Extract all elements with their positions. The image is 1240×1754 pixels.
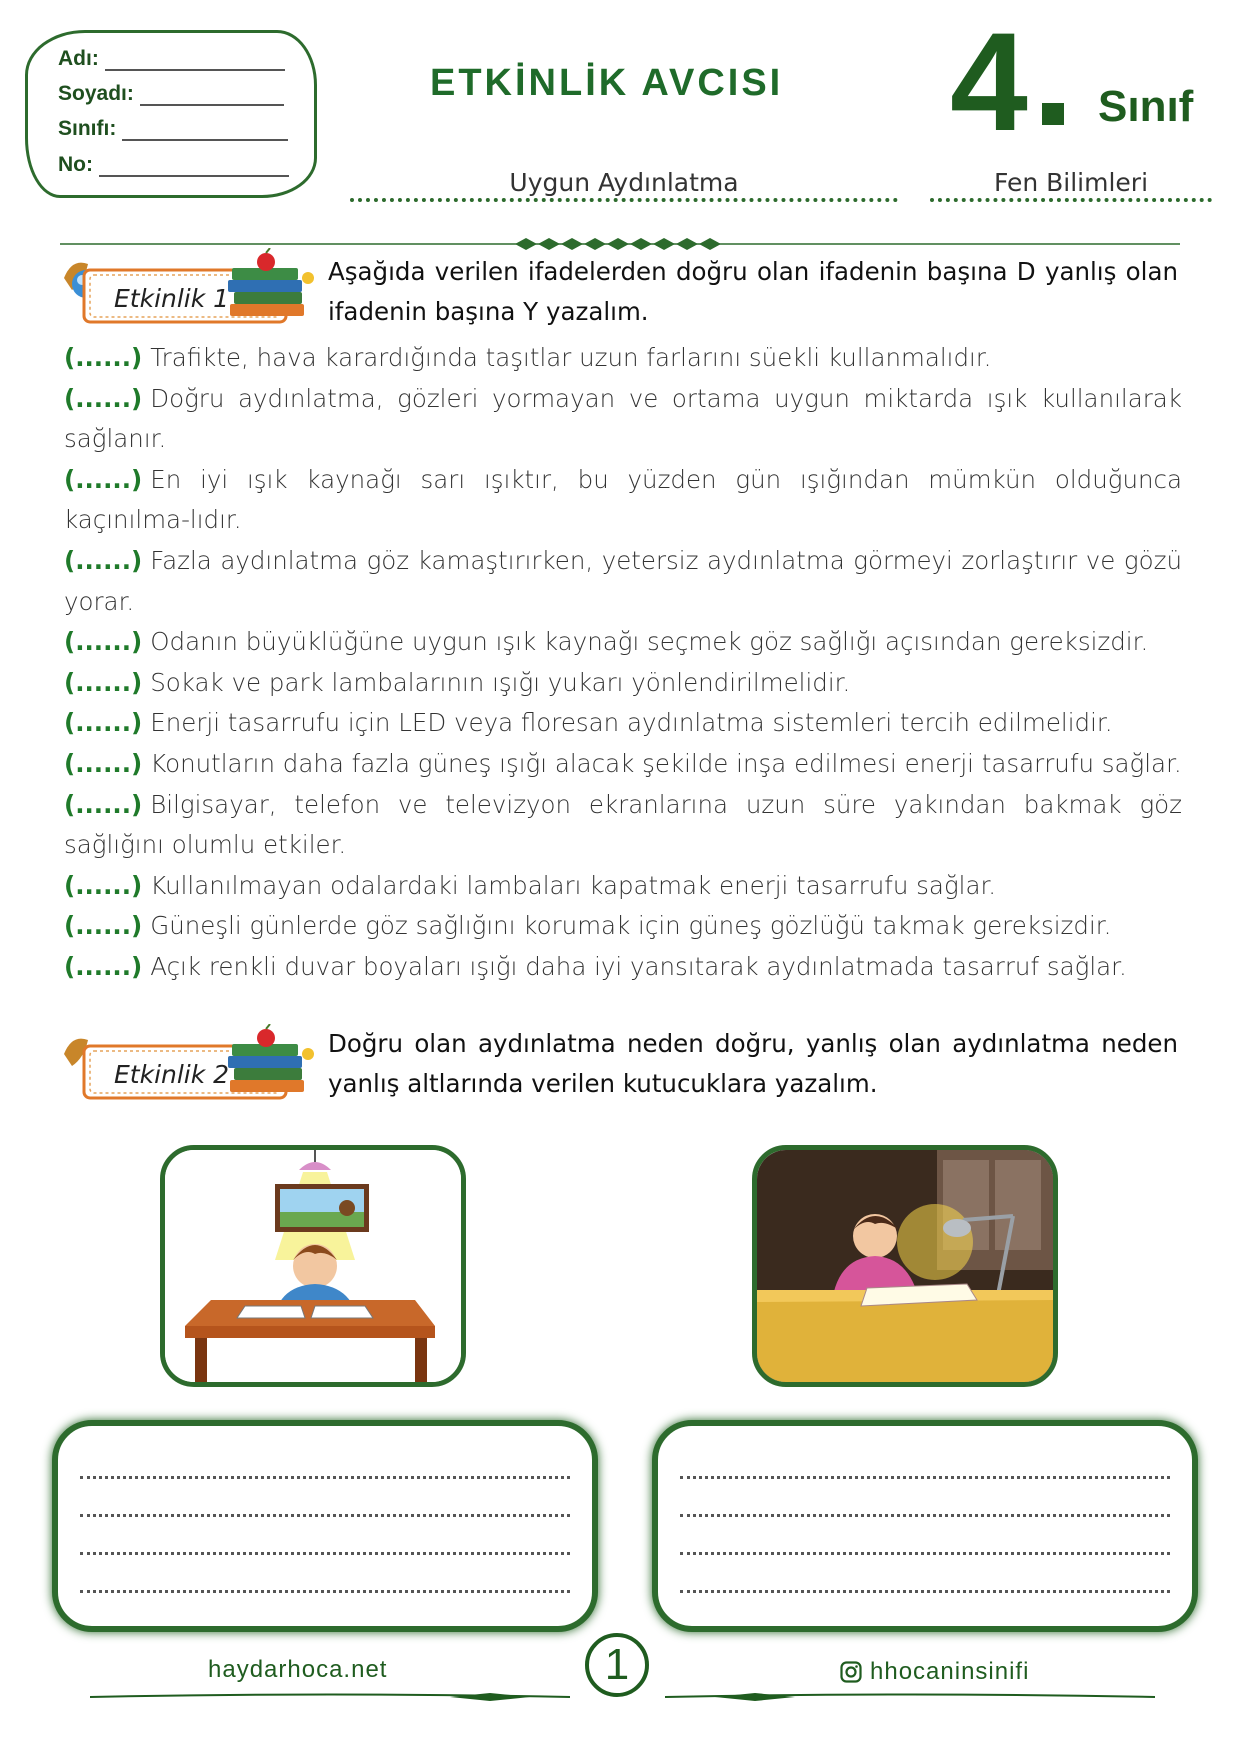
name-field[interactable] — [58, 47, 285, 71]
activity1-instruction: Aşağıda verilen ifadelerden doğru olan ifadenin başına D yanlış olan ifadenin başına Y yazalım. — [328, 257, 1178, 326]
statement-text: Konutların daha fazla güneş ışığı alacak şekilde inşa edilmesi enerji tasarrufu sağlar. — [150, 748, 1182, 778]
answer-blank[interactable]: (......) — [64, 748, 143, 778]
answer-blank[interactable]: (......) — [64, 464, 143, 494]
surname-label: Soyadı: — [58, 82, 134, 105]
answer-blank[interactable]: (......) — [64, 951, 143, 981]
statement-text: Trafikte, hava karardığında taşıtlar uzun farlarını süekli kullanmalıdır. — [150, 343, 992, 372]
girl-studying-desk-lamp-illustration — [757, 1150, 1053, 1382]
answer-blank[interactable]: (......) — [64, 667, 143, 697]
answer-blank[interactable]: (......) — [64, 627, 143, 657]
statement-text: Kullanılmayan odalardaki lambaları kapatmak enerji tasarrufu sağlar. — [150, 870, 997, 900]
answer-blank[interactable]: (......) — [64, 383, 143, 413]
page-title: ETKİNLİK AVCISI — [430, 62, 784, 104]
statement-item[interactable] — [64, 947, 1182, 988]
subject-title: Fen Bilimleri — [930, 168, 1212, 202]
answer-line — [80, 1552, 570, 1555]
grade-dot — [1042, 103, 1064, 125]
activity1-badge — [62, 248, 324, 344]
website-link[interactable]: haydarhoca.net — [208, 1656, 388, 1683]
instagram-icon — [840, 1661, 862, 1683]
wrong-lighting-picture — [752, 1145, 1058, 1387]
footer-line-right — [665, 1690, 1155, 1704]
name-label: Adı: — [58, 47, 99, 70]
grade-label: Sınıf — [1098, 82, 1194, 131]
statement-item[interactable] — [64, 906, 1182, 947]
answer-line — [80, 1476, 570, 1479]
instagram-handle[interactable] — [840, 1658, 1029, 1686]
statement-item[interactable] — [64, 622, 1182, 663]
statement-item[interactable] — [64, 785, 1182, 866]
answer-line — [680, 1590, 1170, 1593]
statement-text: Güneşli günlerde göz sağlığını korumak için güneş gözlüğü takmak gereksizdir. — [150, 911, 1112, 941]
page-number: 1 — [585, 1633, 649, 1697]
statement-text: En iyi ışık kaynağı sarı ışıktır, bu yüzden gün ışığından mümkün olduğunca kaçınılma-lıdır. — [64, 464, 1182, 535]
statement-item[interactable] — [64, 703, 1182, 744]
statement-item[interactable] — [64, 460, 1182, 541]
statement-text: Fazla aydınlatma göz kamaştırırken, yetersiz aydınlatma görmeyi zorlaştırır ve gözü yorar. — [64, 545, 1182, 616]
answer-line — [80, 1590, 570, 1593]
answer-line — [680, 1476, 1170, 1479]
activity1-badge-label: Etkinlik 1 — [114, 284, 230, 313]
number-field[interactable] — [58, 153, 289, 177]
class-field[interactable] — [58, 117, 288, 141]
correct-lighting-picture — [160, 1145, 466, 1387]
number-label: No: — [58, 153, 93, 176]
answer-blank[interactable]: (......) — [64, 545, 143, 575]
activity2-badge-label: Etkinlik 2 — [114, 1060, 230, 1089]
answer-blank[interactable]: (......) — [64, 789, 143, 819]
statement-text: Enerji tasarrufu için LED veya floresan aydınlatma sistemleri tercih edilmelidir. — [150, 708, 1113, 738]
footer-line-left — [90, 1690, 570, 1704]
class-label: Sınıfı: — [58, 117, 117, 140]
surname-field[interactable] — [58, 82, 284, 106]
answer-line — [680, 1552, 1170, 1555]
statement-item[interactable] — [64, 744, 1182, 785]
statement-item[interactable] — [64, 541, 1182, 622]
answer-blank[interactable]: (......) — [64, 343, 143, 372]
statement-text: Odanın büyüklüğüne uygun ışık kaynağı seçmek göz sağlığı açısından gereksizdir. — [150, 627, 1149, 657]
grade-number: 4 — [950, 3, 1024, 160]
boy-studying-ceiling-lamp-illustration — [165, 1150, 461, 1382]
topic-title: Uygun Aydınlatma — [350, 168, 898, 202]
answer-line — [680, 1514, 1170, 1517]
statement-list — [64, 338, 1182, 988]
statement-item[interactable] — [64, 866, 1182, 907]
answer-blank[interactable]: (......) — [64, 870, 143, 900]
activity2-instruction: Doğru olan aydınlatma neden doğru, yanlış olan aydınlatma neden yanlış altlarında verilen kutucuklara yazalım. — [328, 1029, 1178, 1098]
statement-text: Bilgisayar, telefon ve televizyon ekranlarına uzun süre yakından bakmak göz sağlığını olumlu etkiler. — [64, 789, 1182, 860]
student-info-box — [25, 30, 317, 198]
statement-item[interactable] — [64, 663, 1182, 704]
statement-text: Sokak ve park lambalarının ışığı yukarı yönlendirilmelidir. — [150, 667, 851, 697]
activity2-badge — [62, 1024, 324, 1120]
correct-lighting-answer-box[interactable] — [52, 1420, 598, 1632]
statement-item[interactable] — [64, 379, 1182, 460]
answer-blank[interactable]: (......) — [64, 708, 143, 738]
wrong-lighting-answer-box[interactable] — [652, 1420, 1198, 1632]
statement-text: Açık renkli duvar boyaları ışığı daha iyi yansıtarak aydınlatmada tasarruf sağlar. — [150, 951, 1127, 981]
statement-item[interactable] — [64, 338, 1182, 379]
answer-line — [80, 1514, 570, 1517]
instagram-handle-text: hhocaninsinifi — [870, 1658, 1030, 1685]
statement-text: Doğru aydınlatma, gözleri yormayan ve ortama uygun miktarda ışık kullanılarak sağlanır. — [64, 383, 1182, 454]
answer-blank[interactable]: (......) — [64, 911, 143, 941]
